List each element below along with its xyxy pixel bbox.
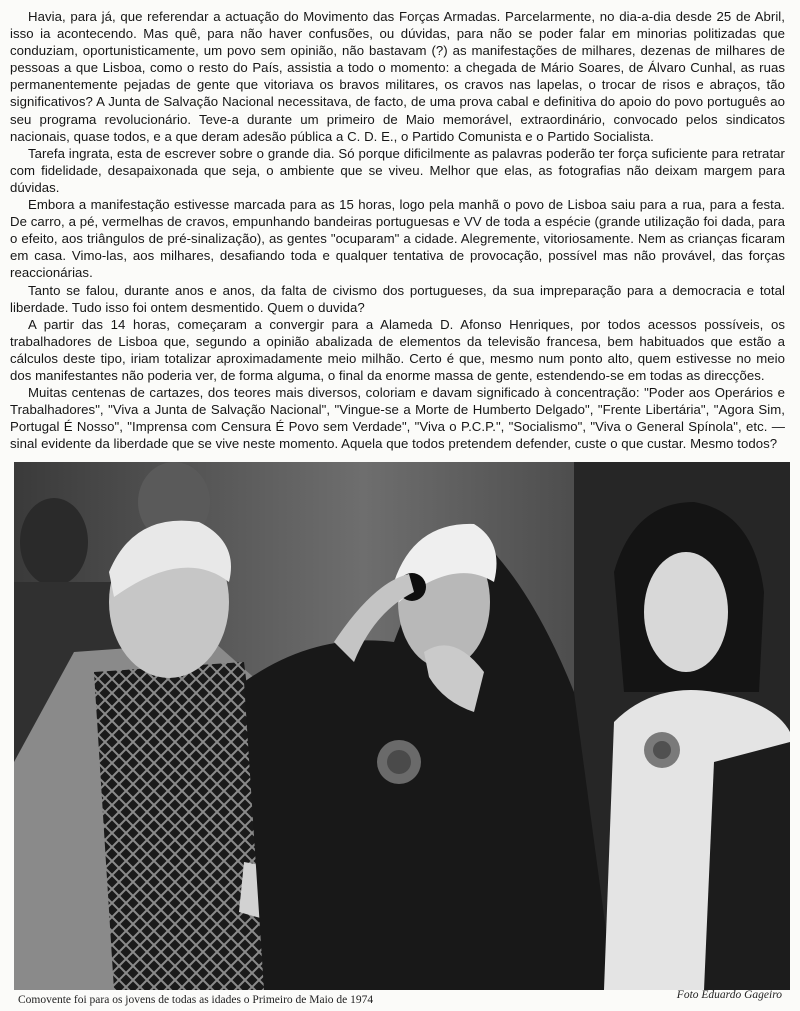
article-paragraph-2: Tarefa ingrata, esta de escrever sobre o grande dia. Só porque dificilmente as palavras poderão ter força suficiente para retratar com fidelidade, desapaixonada que seja, o ambiente que se viveu. Melhor que elas, as fotografias não deixam margem para dúvidas. — [10, 145, 785, 195]
article-paragraph-3: Embora a manifestação estivesse marcada para as 15 horas, logo pela manhã o povo de Lisboa saiu para a rua, para a festa. De carro, a pé, vermelhas de cravos, empunhando bandeiras portuguesas e VV de toda a espécie (grande utilização foi dada, para o efeito, aos triângulos de pré-sinalização), as gentes "ocuparam" a cidade. Alegremente, vitoriosamente. Nem as crianças ficaram em casa. Vimo-las, aos milhares, desafiando toda e qualquer tentativa de provocação, possível mas não provável, das forças reaccionárias. — [10, 197, 785, 281]
article-body — [10, 8, 785, 452]
article-paragraph-4: Tanto se falou, durante anos e anos, da falta de civismo dos portugueses, da sua impreparação para a democracia e total liberdade. Tudo isso foi ontem desmentido. Quem o duvida? — [10, 282, 785, 315]
article-paragraph-1: Havia, para já, que referendar a actuação do Movimento das Forças Armadas. Parcelarmente, no dia-a-dia desde 25 de Abril, isso ia acontecendo. Mas quê, para não haver confusões, ou dúvidas, para não se poder falar em minorias politizadas que conduziam, oportunisticamente, um povo sem opinião, não bastavam (?) as manifestações de milhares, dezenas de milhares de pessoas a que Lisboa, como o resto do País, assistia a todo o momento: a chegada de Mário Soares, de Álvaro Cunhal, as ruas permanentemente pejadas de gente que vitoriava os bravos militares, os cravos nas lapelas, o trocar de risos e abraços, tão significativos? A Junta de Salvação Nacional necessitava, de facto, de uma prova cabal e definitiva do apoio do povo português ao seu programa revolucionário. Teve-a durante um primeiro de Maio memorável, extraordinário, convocado pelos sindicatos nacionais, quase todos, e a que deram adesão pública a C. D. E., o Partido Comunista e o Partido Socialista. — [10, 9, 785, 144]
news-photograph — [14, 462, 790, 990]
photo-illustration — [14, 462, 790, 990]
photo-credit: Foto Eduardo Gageiro — [676, 989, 782, 1001]
photo-caption: Comovente foi para os jovens de todas as idades o Primeiro de Maio de 1974 — [18, 994, 374, 1006]
article-paragraph-6: Muitas centenas de cartazes, dos teores mais diversos, coloriam e davam significado à concentração: "Poder aos Operários e Trabalhadores", "Viva a Junta de Salvação Nacional", "Vingue-se a Morte de Humberto Delgado", "Frente Libertária", "Agora Sim, Portugal É Nosso", "Imprensa com Censura É Povo sem Verdade", "Viva o P.C.P.", "Socialismo", "Viva o General Spínola", etc. — sinal evidente da liberdade que se vive neste momento. Aquela que todos pretendem defender, custe o que custar. Mesmo todos? — [10, 385, 785, 452]
article-paragraph-5: A partir das 14 horas, começaram a convergir para a Alameda D. Afonso Henriques, por todos acessos possíveis, os trabalhadores de Lisboa que, segundo a opinião abalizada de elementos da televisão francesa, bem habituados que estão a cálculos deste tipo, iriam totalizar aproximadamente meio milhão. Certo é que, mesmo num ponto alto, quem estivesse no meio dos manifestantes não poderia ver, de forma alguma, o final da enorme massa de gente, estendendo-se em todas as direcções. — [10, 316, 785, 383]
